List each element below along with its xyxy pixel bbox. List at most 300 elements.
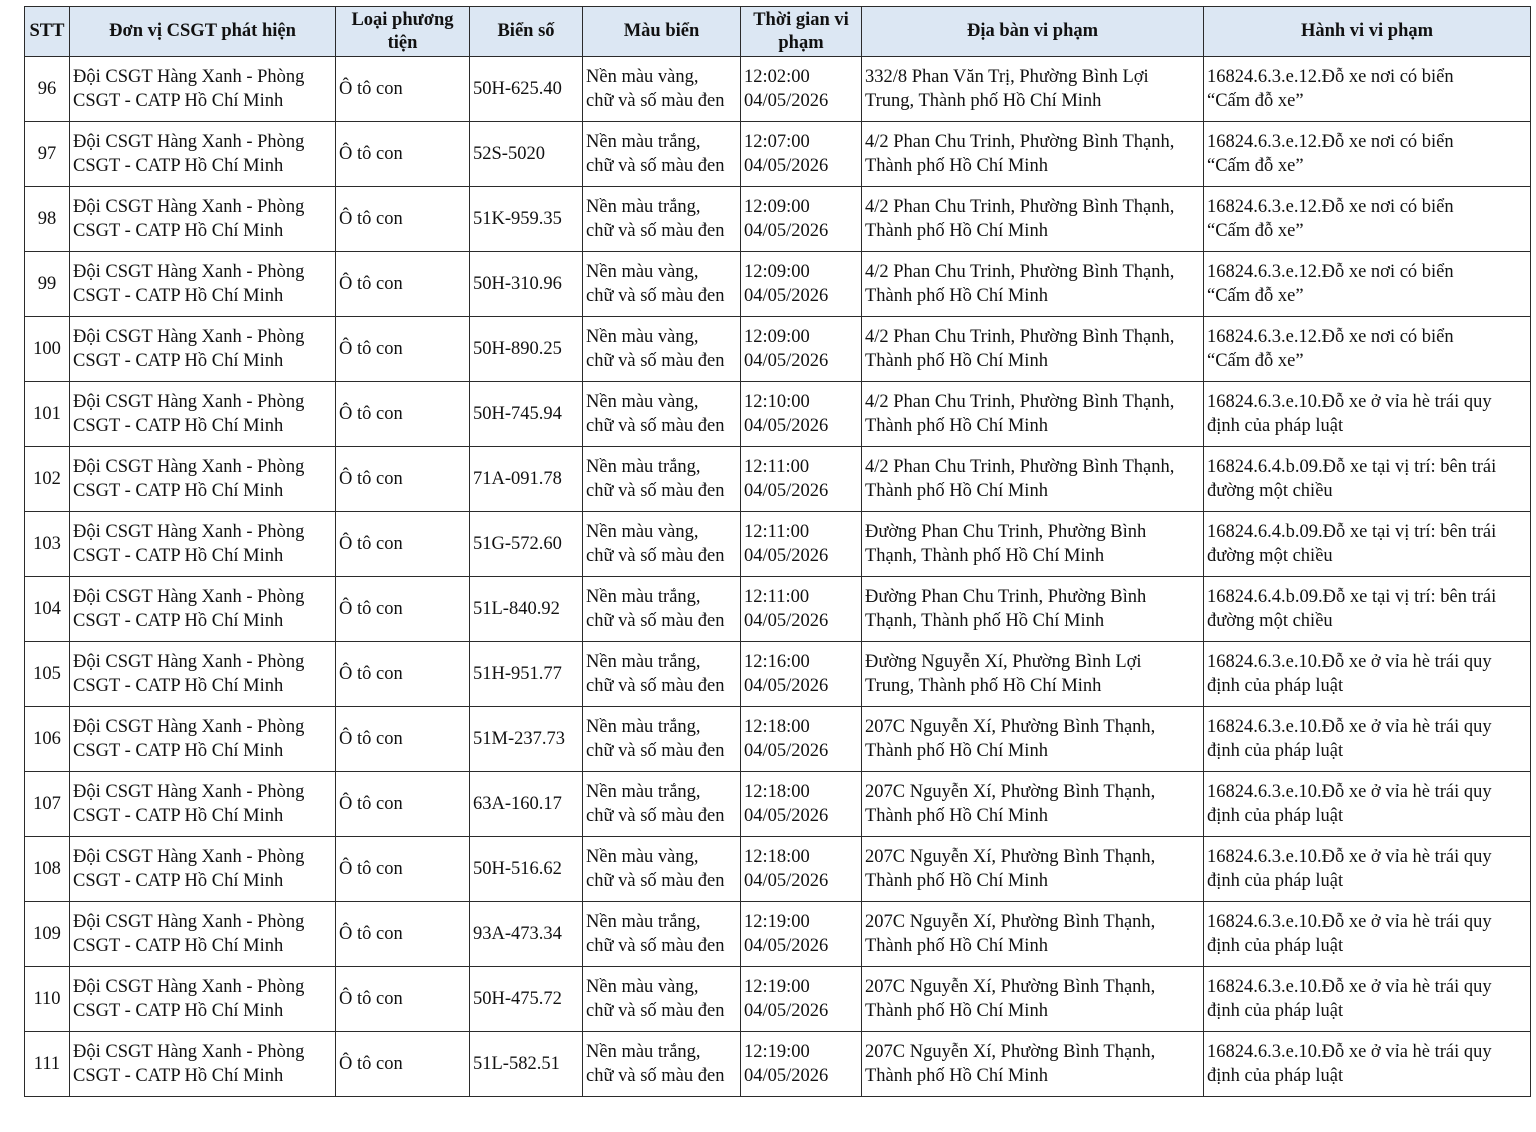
cell-vehicle-type: Ô tô con [336, 382, 470, 447]
cell-violation-line: định của pháp luật [1207, 871, 1344, 891]
cell-unit-line: Đội CSGT Hàng Xanh - Phòng [73, 67, 305, 87]
cell-vehicle-type: Ô tô con [336, 252, 470, 317]
cell-vehicle-type: Ô tô con [336, 57, 470, 122]
cell-location-line: Đường Nguyễn Xí, Phường Bình Lợi [865, 652, 1142, 672]
table-row [25, 707, 1531, 772]
cell-location [862, 57, 1204, 122]
cell-plate-number: 51L-582.51 [470, 1032, 583, 1097]
cell-vehicle-type: Ô tô con [336, 512, 470, 577]
cell-violation [1204, 902, 1531, 967]
cell-plate-color-line: Nền màu trắng, [586, 912, 701, 932]
table-header [25, 7, 1531, 57]
cell-plate-color [583, 512, 741, 577]
cell-location [862, 447, 1204, 512]
cell-violation-line: đường một chiều [1207, 546, 1333, 566]
cell-location-line: Thành phố Hồ Chí Minh [865, 806, 1048, 826]
cell-plate-color [583, 252, 741, 317]
cell-unit-line: CSGT - CATP Hồ Chí Minh [73, 871, 284, 891]
cell-plate-color-line: chữ và số màu đen [586, 351, 725, 371]
cell-plate-color-line: chữ và số màu đen [586, 221, 725, 241]
cell-violation [1204, 447, 1531, 512]
cell-location [862, 317, 1204, 382]
cell-plate-color-line: Nền màu vàng, [586, 392, 699, 412]
cell-stt: 109 [25, 902, 70, 967]
cell-location-line: Thành phố Hồ Chí Minh [865, 741, 1048, 761]
cell-plate-color-line: Nền màu vàng, [586, 977, 699, 997]
cell-plate-number: 93A-473.34 [470, 902, 583, 967]
cell-unit-line: Đội CSGT Hàng Xanh - Phòng [73, 652, 305, 672]
cell-unit-line: CSGT - CATP Hồ Chí Minh [73, 221, 284, 241]
cell-violation-time [741, 707, 862, 772]
cell-violation-time [741, 122, 862, 187]
cell-plate-color [583, 772, 741, 837]
cell-location-line: Trung, Thành phố Hồ Chí Minh [865, 676, 1102, 696]
cell-unit [70, 577, 336, 642]
cell-violation-line: “Cấm đỗ xe” [1207, 351, 1304, 371]
cell-violation-line: “Cấm đỗ xe” [1207, 156, 1304, 176]
cell-location-line: 4/2 Phan Chu Trinh, Phường Bình Thạnh, [865, 197, 1175, 217]
cell-unit-line: CSGT - CATP Hồ Chí Minh [73, 806, 284, 826]
cell-violation-time-line: 04/05/2026 [744, 676, 829, 696]
cell-stt: 101 [25, 382, 70, 447]
header-location: Địa bàn vi phạm [862, 7, 1204, 57]
cell-unit-line: Đội CSGT Hàng Xanh - Phòng [73, 847, 305, 867]
cell-plate-color [583, 837, 741, 902]
cell-violation-time-line: 12:19:00 [744, 977, 810, 997]
cell-location [862, 187, 1204, 252]
cell-violation-line: 16824.6.3.e.10.Đỗ xe ở vỉa hè trái quy [1207, 847, 1492, 867]
cell-vehicle-type: Ô tô con [336, 707, 470, 772]
cell-violation [1204, 382, 1531, 447]
cell-violation-line: “Cấm đỗ xe” [1207, 221, 1304, 241]
cell-stt: 99 [25, 252, 70, 317]
cell-plate-color-line: chữ và số màu đen [586, 416, 725, 436]
cell-location-line: Thành phố Hồ Chí Minh [865, 1001, 1048, 1021]
cell-unit-line: Đội CSGT Hàng Xanh - Phòng [73, 197, 305, 217]
cell-unit [70, 317, 336, 382]
cell-unit-line: CSGT - CATP Hồ Chí Minh [73, 1066, 284, 1086]
table-body [25, 57, 1531, 1097]
cell-stt: 98 [25, 187, 70, 252]
cell-violation-time-line: 04/05/2026 [744, 611, 829, 631]
cell-violation-line: 16824.6.3.e.12.Đỗ xe nơi có biển [1207, 67, 1454, 87]
cell-violation-time-line: 04/05/2026 [744, 936, 829, 956]
cell-location [862, 837, 1204, 902]
cell-unit-line: CSGT - CATP Hồ Chí Minh [73, 741, 284, 761]
cell-unit-line: Đội CSGT Hàng Xanh - Phòng [73, 522, 305, 542]
cell-violation-time-line: 04/05/2026 [744, 806, 829, 826]
violations-table [24, 6, 1531, 1097]
cell-plate-color-line: chữ và số màu đen [586, 741, 725, 761]
cell-unit-line: CSGT - CATP Hồ Chí Minh [73, 1001, 284, 1021]
cell-vehicle-type: Ô tô con [336, 772, 470, 837]
cell-plate-color-line: chữ và số màu đen [586, 286, 725, 306]
cell-plate-color [583, 707, 741, 772]
cell-unit [70, 512, 336, 577]
cell-location-line: Thành phố Hồ Chí Minh [865, 1066, 1048, 1086]
cell-violation-time-line: 12:18:00 [744, 782, 810, 802]
cell-plate-color [583, 187, 741, 252]
cell-vehicle-type: Ô tô con [336, 447, 470, 512]
cell-unit-line: Đội CSGT Hàng Xanh - Phòng [73, 717, 305, 737]
cell-location [862, 1032, 1204, 1097]
table-row [25, 512, 1531, 577]
cell-violation [1204, 317, 1531, 382]
cell-plate-color-line: chữ và số màu đen [586, 676, 725, 696]
cell-plate-color [583, 57, 741, 122]
cell-violation-time-line: 04/05/2026 [744, 1066, 829, 1086]
cell-plate-color-line: chữ và số màu đen [586, 871, 725, 891]
cell-plate-color [583, 382, 741, 447]
cell-unit-line: Đội CSGT Hàng Xanh - Phòng [73, 262, 305, 282]
cell-plate-color-line: Nền màu trắng, [586, 1042, 701, 1062]
cell-plate-color-line: chữ và số màu đen [586, 806, 725, 826]
table-row [25, 122, 1531, 187]
cell-vehicle-type: Ô tô con [336, 122, 470, 187]
cell-violation-time-line: 04/05/2026 [744, 91, 829, 111]
table-row [25, 577, 1531, 642]
cell-plate-color [583, 122, 741, 187]
cell-vehicle-type: Ô tô con [336, 187, 470, 252]
cell-violation-time-line: 12:09:00 [744, 327, 810, 347]
header-row [25, 7, 1531, 57]
cell-violation-line: định của pháp luật [1207, 676, 1344, 696]
cell-violation-time [741, 447, 862, 512]
cell-stt: 96 [25, 57, 70, 122]
header-unit: Đơn vị CSGT phát hiện [70, 7, 336, 57]
cell-violation-line: định của pháp luật [1207, 741, 1344, 761]
cell-violation-time-line: 12:19:00 [744, 1042, 810, 1062]
cell-violation-time-line: 12:07:00 [744, 132, 810, 152]
cell-violation-time [741, 837, 862, 902]
cell-plate-number: 50H-625.40 [470, 57, 583, 122]
cell-plate-number: 50H-310.96 [470, 252, 583, 317]
table-row [25, 382, 1531, 447]
cell-violation-time-line: 12:09:00 [744, 197, 810, 217]
cell-violation [1204, 967, 1531, 1032]
cell-violation-line: đường một chiều [1207, 611, 1333, 631]
cell-unit-line: Đội CSGT Hàng Xanh - Phòng [73, 1042, 305, 1062]
cell-location-line: 207C Nguyễn Xí, Phường Bình Thạnh, [865, 847, 1156, 867]
cell-unit-line: Đội CSGT Hàng Xanh - Phòng [73, 457, 305, 477]
cell-violation-time [741, 1032, 862, 1097]
cell-violation-line: định của pháp luật [1207, 936, 1344, 956]
cell-violation-line: 16824.6.4.b.09.Đỗ xe tại vị trí: bên trái [1207, 587, 1497, 607]
cell-unit [70, 57, 336, 122]
cell-location-line: Thành phố Hồ Chí Minh [865, 936, 1048, 956]
cell-violation [1204, 57, 1531, 122]
cell-violation-line: 16824.6.3.e.12.Đỗ xe nơi có biển [1207, 327, 1454, 347]
cell-unit [70, 642, 336, 707]
cell-unit-line: Đội CSGT Hàng Xanh - Phòng [73, 587, 305, 607]
cell-violation-time [741, 642, 862, 707]
cell-violation-line: 16824.6.3.e.10.Đỗ xe ở vỉa hè trái quy [1207, 782, 1492, 802]
cell-violation-time [741, 382, 862, 447]
cell-violation [1204, 837, 1531, 902]
cell-plate-color [583, 1032, 741, 1097]
cell-unit-line: CSGT - CATP Hồ Chí Minh [73, 611, 284, 631]
cell-plate-color-line: chữ và số màu đen [586, 1066, 725, 1086]
cell-stt: 108 [25, 837, 70, 902]
cell-vehicle-type: Ô tô con [336, 317, 470, 382]
cell-unit-line: Đội CSGT Hàng Xanh - Phòng [73, 327, 305, 347]
cell-location-line: 207C Nguyễn Xí, Phường Bình Thạnh, [865, 977, 1156, 997]
cell-stt: 97 [25, 122, 70, 187]
table-row [25, 252, 1531, 317]
cell-violation-time-line: 04/05/2026 [744, 1001, 829, 1021]
table-row [25, 902, 1531, 967]
cell-violation-time-line: 04/05/2026 [744, 156, 829, 176]
cell-location [862, 252, 1204, 317]
cell-unit-line: Đội CSGT Hàng Xanh - Phòng [73, 912, 305, 932]
cell-violation-time [741, 577, 862, 642]
cell-location [862, 707, 1204, 772]
cell-plate-number: 71A-091.78 [470, 447, 583, 512]
cell-unit-line: Đội CSGT Hàng Xanh - Phòng [73, 132, 305, 152]
header-plate-number: Biển số [470, 7, 583, 57]
cell-plate-color [583, 447, 741, 512]
cell-unit [70, 187, 336, 252]
cell-plate-color [583, 642, 741, 707]
cell-location [862, 642, 1204, 707]
cell-plate-number: 50H-745.94 [470, 382, 583, 447]
cell-violation-time [741, 317, 862, 382]
cell-violation [1204, 707, 1531, 772]
cell-plate-color-line: Nền màu vàng, [586, 847, 699, 867]
cell-unit [70, 837, 336, 902]
header-violation-time: Thời gian vi phạm [741, 7, 862, 57]
cell-violation-time [741, 512, 862, 577]
cell-violation-time-line: 12:19:00 [744, 912, 810, 932]
table-row [25, 447, 1531, 512]
cell-plate-color-line: Nền màu trắng, [586, 587, 701, 607]
cell-stt: 105 [25, 642, 70, 707]
cell-violation [1204, 772, 1531, 837]
cell-violation [1204, 512, 1531, 577]
cell-violation-line: 16824.6.3.e.12.Đỗ xe nơi có biển [1207, 132, 1454, 152]
cell-unit-line: CSGT - CATP Hồ Chí Minh [73, 546, 284, 566]
cell-plate-number: 50H-516.62 [470, 837, 583, 902]
cell-plate-color-line: chữ và số màu đen [586, 546, 725, 566]
cell-unit [70, 902, 336, 967]
cell-stt: 103 [25, 512, 70, 577]
cell-violation-time-line: 12:16:00 [744, 652, 810, 672]
cell-unit-line: CSGT - CATP Hồ Chí Minh [73, 351, 284, 371]
cell-plate-color-line: Nền màu trắng, [586, 132, 701, 152]
cell-violation-time-line: 04/05/2026 [744, 546, 829, 566]
cell-violation-time-line: 12:02:00 [744, 67, 810, 87]
cell-location [862, 577, 1204, 642]
cell-location-line: Thành phố Hồ Chí Minh [865, 156, 1048, 176]
cell-plate-color-line: chữ và số màu đen [586, 91, 725, 111]
cell-violation-line: 16824.6.3.e.10.Đỗ xe ở vỉa hè trái quy [1207, 392, 1492, 412]
cell-location-line: 207C Nguyễn Xí, Phường Bình Thạnh, [865, 782, 1156, 802]
cell-plate-color [583, 577, 741, 642]
cell-plate-number: 51K-959.35 [470, 187, 583, 252]
cell-plate-color [583, 902, 741, 967]
cell-violation-time-line: 04/05/2026 [744, 481, 829, 501]
cell-violation-time-line: 04/05/2026 [744, 351, 829, 371]
cell-violation-line: 16824.6.3.e.10.Đỗ xe ở vỉa hè trái quy [1207, 652, 1492, 672]
cell-plate-number: 52S-5020 [470, 122, 583, 187]
cell-unit-line: CSGT - CATP Hồ Chí Minh [73, 286, 284, 306]
table-row [25, 187, 1531, 252]
cell-location-line: Thành phố Hồ Chí Minh [865, 416, 1048, 436]
cell-location-line: Đường Phan Chu Trinh, Phường Bình [865, 522, 1147, 542]
header-violation: Hành vi vi phạm [1204, 7, 1531, 57]
cell-vehicle-type: Ô tô con [336, 642, 470, 707]
cell-plate-color-line: Nền màu trắng, [586, 717, 701, 737]
cell-violation [1204, 1032, 1531, 1097]
cell-unit [70, 122, 336, 187]
table-row [25, 772, 1531, 837]
cell-unit [70, 967, 336, 1032]
cell-violation-time [741, 902, 862, 967]
cell-location-line: 207C Nguyễn Xí, Phường Bình Thạnh, [865, 717, 1156, 737]
cell-violation-time-line: 12:09:00 [744, 262, 810, 282]
cell-violation-time [741, 57, 862, 122]
cell-unit [70, 382, 336, 447]
table-row [25, 317, 1531, 382]
cell-violation-line: “Cấm đỗ xe” [1207, 91, 1304, 111]
cell-violation-line: 16824.6.3.e.12.Đỗ xe nơi có biển [1207, 262, 1454, 282]
cell-location-line: Thành phố Hồ Chí Minh [865, 351, 1048, 371]
cell-violation-line: “Cấm đỗ xe” [1207, 286, 1304, 306]
cell-location-line: Thạnh, Thành phố Hồ Chí Minh [865, 546, 1105, 566]
cell-location [862, 967, 1204, 1032]
cell-unit [70, 447, 336, 512]
cell-stt: 110 [25, 967, 70, 1032]
cell-stt: 107 [25, 772, 70, 837]
cell-violation-line: định của pháp luật [1207, 1001, 1344, 1021]
cell-violation-line: 16824.6.3.e.12.Đỗ xe nơi có biển [1207, 197, 1454, 217]
cell-violation [1204, 187, 1531, 252]
cell-violation-time-line: 12:18:00 [744, 717, 810, 737]
cell-location-line: 207C Nguyễn Xí, Phường Bình Thạnh, [865, 912, 1156, 932]
cell-location-line: 4/2 Phan Chu Trinh, Phường Bình Thạnh, [865, 457, 1175, 477]
cell-violation-line: định của pháp luật [1207, 1066, 1344, 1086]
cell-plate-color-line: chữ và số màu đen [586, 156, 725, 176]
cell-location-line: Thạnh, Thành phố Hồ Chí Minh [865, 611, 1105, 631]
cell-violation-line: 16824.6.3.e.10.Đỗ xe ở vỉa hè trái quy [1207, 912, 1492, 932]
cell-violation-time [741, 967, 862, 1032]
cell-location-line: 4/2 Phan Chu Trinh, Phường Bình Thạnh, [865, 327, 1175, 347]
cell-plate-number: 51G-572.60 [470, 512, 583, 577]
cell-violation-line: 16824.6.3.e.10.Đỗ xe ở vỉa hè trái quy [1207, 977, 1492, 997]
cell-unit [70, 252, 336, 317]
cell-plate-color-line: Nền màu vàng, [586, 67, 699, 87]
cell-violation-time-line: 12:11:00 [744, 587, 810, 607]
cell-vehicle-type: Ô tô con [336, 1032, 470, 1097]
cell-vehicle-type: Ô tô con [336, 902, 470, 967]
cell-plate-color-line: Nền màu trắng, [586, 652, 701, 672]
cell-unit-line: Đội CSGT Hàng Xanh - Phòng [73, 392, 305, 412]
cell-violation-line: định của pháp luật [1207, 416, 1344, 436]
cell-violation-time-line: 12:11:00 [744, 522, 810, 542]
cell-plate-color-line: Nền màu vàng, [586, 522, 699, 542]
cell-location-line: 4/2 Phan Chu Trinh, Phường Bình Thạnh, [865, 262, 1175, 282]
cell-violation-time-line: 12:10:00 [744, 392, 810, 412]
cell-violation-time-line: 04/05/2026 [744, 741, 829, 761]
cell-stt: 111 [25, 1032, 70, 1097]
cell-violation-line: 16824.6.4.b.09.Đỗ xe tại vị trí: bên trái [1207, 522, 1497, 542]
cell-violation-time-line: 12:11:00 [744, 457, 810, 477]
cell-plate-number: 63A-160.17 [470, 772, 583, 837]
cell-location [862, 382, 1204, 447]
cell-violation-line: 16824.6.4.b.09.Đỗ xe tại vị trí: bên trái [1207, 457, 1497, 477]
cell-violation-line: định của pháp luật [1207, 806, 1344, 826]
cell-location [862, 122, 1204, 187]
cell-violation-time [741, 187, 862, 252]
cell-vehicle-type: Ô tô con [336, 837, 470, 902]
cell-violation-time-line: 04/05/2026 [744, 286, 829, 306]
header-stt: STT [25, 7, 70, 57]
cell-violation-time-line: 04/05/2026 [744, 416, 829, 436]
cell-violation-line: đường một chiều [1207, 481, 1333, 501]
header-plate-color: Màu biển [583, 7, 741, 57]
table-row [25, 642, 1531, 707]
cell-plate-color-line: chữ và số màu đen [586, 1001, 725, 1021]
cell-unit-line: Đội CSGT Hàng Xanh - Phòng [73, 782, 305, 802]
cell-plate-color-line: Nền màu vàng, [586, 262, 699, 282]
cell-plate-color-line: chữ và số màu đen [586, 481, 725, 501]
cell-stt: 102 [25, 447, 70, 512]
cell-violation [1204, 122, 1531, 187]
cell-location [862, 902, 1204, 967]
cell-plate-number: 51M-237.73 [470, 707, 583, 772]
table-row [25, 1032, 1531, 1097]
table-row [25, 967, 1531, 1032]
cell-location [862, 512, 1204, 577]
cell-unit-line: CSGT - CATP Hồ Chí Minh [73, 676, 284, 696]
cell-unit [70, 1032, 336, 1097]
cell-violation-time-line: 04/05/2026 [744, 871, 829, 891]
cell-violation-time-line: 04/05/2026 [744, 221, 829, 241]
cell-unit [70, 707, 336, 772]
header-vehicle-type: Loại phương tiện [336, 7, 470, 57]
cell-violation-time [741, 772, 862, 837]
cell-plate-color-line: Nền màu trắng, [586, 782, 701, 802]
cell-plate-number: 51H-951.77 [470, 642, 583, 707]
cell-location-line: Thành phố Hồ Chí Minh [865, 481, 1048, 501]
cell-unit-line: CSGT - CATP Hồ Chí Minh [73, 936, 284, 956]
cell-plate-color-line: chữ và số màu đen [586, 936, 725, 956]
cell-unit-line: CSGT - CATP Hồ Chí Minh [73, 91, 284, 111]
cell-stt: 106 [25, 707, 70, 772]
cell-violation-line: 16824.6.3.e.10.Đỗ xe ở vỉa hè trái quy [1207, 1042, 1492, 1062]
cell-location [862, 772, 1204, 837]
cell-stt: 100 [25, 317, 70, 382]
cell-location-line: Đường Phan Chu Trinh, Phường Bình [865, 587, 1147, 607]
cell-unit-line: Đội CSGT Hàng Xanh - Phòng [73, 977, 305, 997]
cell-plate-color [583, 967, 741, 1032]
cell-plate-color-line: Nền màu trắng, [586, 197, 701, 217]
table-row [25, 57, 1531, 122]
cell-location-line: 207C Nguyễn Xí, Phường Bình Thạnh, [865, 1042, 1156, 1062]
cell-vehicle-type: Ô tô con [336, 967, 470, 1032]
cell-location-line: 332/8 Phan Văn Trị, Phường Bình Lợi [865, 67, 1149, 87]
cell-plate-color-line: chữ và số màu đen [586, 611, 725, 631]
cell-violation-line: 16824.6.3.e.10.Đỗ xe ở vỉa hè trái quy [1207, 717, 1492, 737]
cell-plate-number: 51L-840.92 [470, 577, 583, 642]
cell-location-line: Thành phố Hồ Chí Minh [865, 221, 1048, 241]
cell-unit-line: CSGT - CATP Hồ Chí Minh [73, 481, 284, 501]
cell-violation [1204, 577, 1531, 642]
cell-violation [1204, 642, 1531, 707]
cell-vehicle-type: Ô tô con [336, 577, 470, 642]
table-row [25, 837, 1531, 902]
cell-location-line: 4/2 Phan Chu Trinh, Phường Bình Thạnh, [865, 132, 1175, 152]
